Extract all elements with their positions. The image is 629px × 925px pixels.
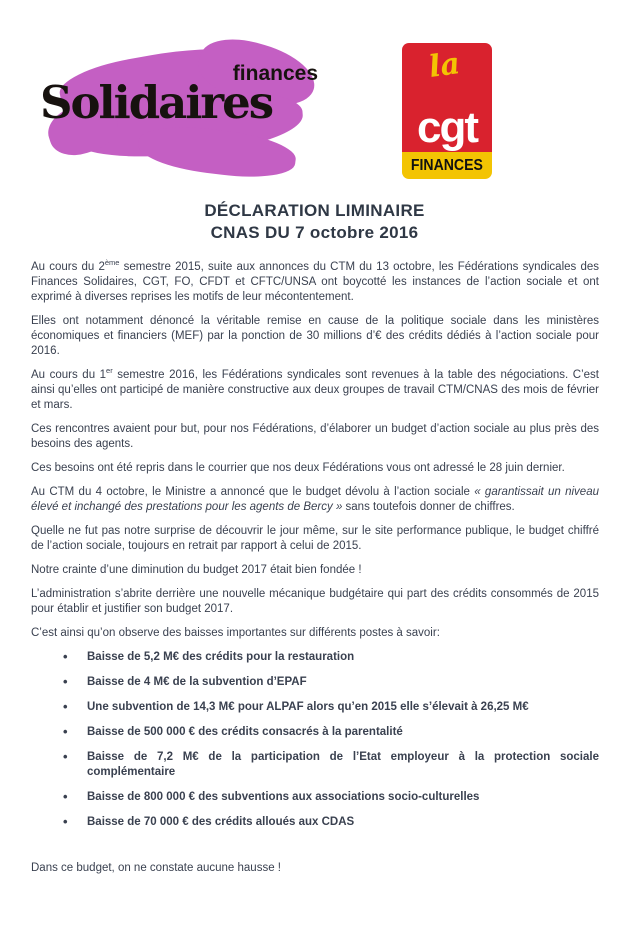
paragraph-text: Ces besoins ont été repris dans le courrier que nos deux Fédérations vous ont adressé le 28 juin dernier. (31, 462, 565, 474)
paragraph-text: ème (104, 258, 120, 268)
closing-line: Dans ce budget, on ne constate aucune hausse ! (31, 862, 281, 874)
document-body (31, 260, 599, 876)
cgt-finances-label: FINANCES (411, 156, 483, 174)
solidaires-wordmark: Solidaires (40, 76, 273, 129)
paragraph-text: er (106, 366, 113, 376)
paragraph-text: Quelle ne fut pas notre surprise de découvrir le jour même, sur le site performance publique, le budget chiffré de l’action sociale, toujours en retrait par rapport à celui de 2015. (31, 525, 599, 552)
paragraph (31, 422, 599, 452)
paragraph (31, 626, 599, 641)
paragraph-text: semestre 2016, les Fédérations syndicales sont revenues à la table des négociations. C’est ainsi qu’elles ont participé de manière constructive aux deux groupes de travail CTM/CNAS des mois de février et mars. (31, 369, 599, 411)
paragraph-text: Elles ont notamment dénoncé la véritable remise en cause de la politique sociale dans les ministères économiques et financiers (MEF) par la ponction de 30 millions d’€ des crédits dédiés à l’action sociale pour 2016. (31, 315, 599, 357)
paragraph (31, 314, 599, 359)
paragraph (31, 485, 599, 515)
bullet-item: • Baisse de 4 M€ de la subvention d’EPAF (61, 675, 599, 690)
cgt-finances-logo (402, 43, 492, 179)
cgt-la-script: la (426, 46, 463, 85)
bullet-item: • Baisse de 800 000 € des subventions aux associations socio-culturelles (61, 790, 599, 805)
paragraph-text: Au CTM du 4 octobre, le Ministre a annoncé que le budget dévolu à l’action sociale (31, 486, 475, 498)
paragraph (31, 563, 599, 578)
cgt-wordmark: cgt (417, 103, 477, 152)
bullet-item: • Baisse de 500 000 € des crédits consacrés à la parentalité (61, 725, 599, 740)
page-title-line1: DÉCLARATION LIMINAIRE (204, 201, 425, 220)
paragraph-text: « garantissait un niveau élevé et inchangé des prestations pour les agents de Bercy » (31, 486, 599, 513)
paragraph (31, 524, 599, 554)
page-title (0, 200, 629, 244)
cgt-finances-band (402, 152, 492, 179)
bullet-item: • Baisse de 70 000 € des crédits alloués aux CDAS (61, 815, 599, 830)
bullet-list (61, 650, 599, 830)
paragraphs (31, 260, 599, 641)
cgt-red-panel (402, 43, 492, 152)
page-title-line2: CNAS DU 7 octobre 2016 (210, 223, 419, 242)
bullet-item: • Baisse de 5,2 M€ des crédits pour la restauration (61, 650, 599, 665)
paragraph (31, 587, 599, 617)
paragraph-text: sans toutefois donner de chiffres. (342, 501, 515, 513)
paragraph-text: L’administration s’abrite derrière une nouvelle mécanique budgétaire qui part des crédits consommés de 2015 pour établir et justifier son budget 2017. (31, 588, 599, 615)
paragraph (31, 461, 599, 476)
solidaires-finances-label: finances (232, 62, 318, 85)
bullet-item: • Baisse de 7,2 M€ de la participation de l’Etat employeur à la protection sociale complémentaire (61, 750, 599, 780)
paragraph-text: semestre 2015, suite aux annonces du CTM du 13 octobre, les Fédérations syndicales des Finances Solidaires, CGT, FO, CFDT et CFTC/UNSA ont boycotté les instances de l’action sociale et ont exprimé à diverses reprises les motifs de leur mécontentement. (31, 261, 599, 303)
paragraph (31, 368, 599, 413)
bullet-item: • Une subvention de 14,3 M€ pour ALPAF alors qu’en 2015 elle s’élevait à 26,25 M€ (61, 700, 599, 715)
paragraph-text: Notre crainte d’une diminution du budget 2017 était bien fondée ! (31, 564, 362, 576)
paragraph-text: Au cours du 1 (31, 369, 107, 381)
paragraph-text: C’est ainsi qu’on observe des baisses importantes sur différents postes à savoir: (31, 627, 440, 639)
solidaires-finances-logo (40, 50, 332, 176)
paragraph-text: Ces rencontres avaient pour but, pour nos Fédérations, d’élaborer un budget d’action sociale au plus près des besoins des agents. (31, 423, 599, 450)
paragraph-text: Au cours du 2 (31, 261, 105, 273)
paragraph (31, 260, 599, 305)
